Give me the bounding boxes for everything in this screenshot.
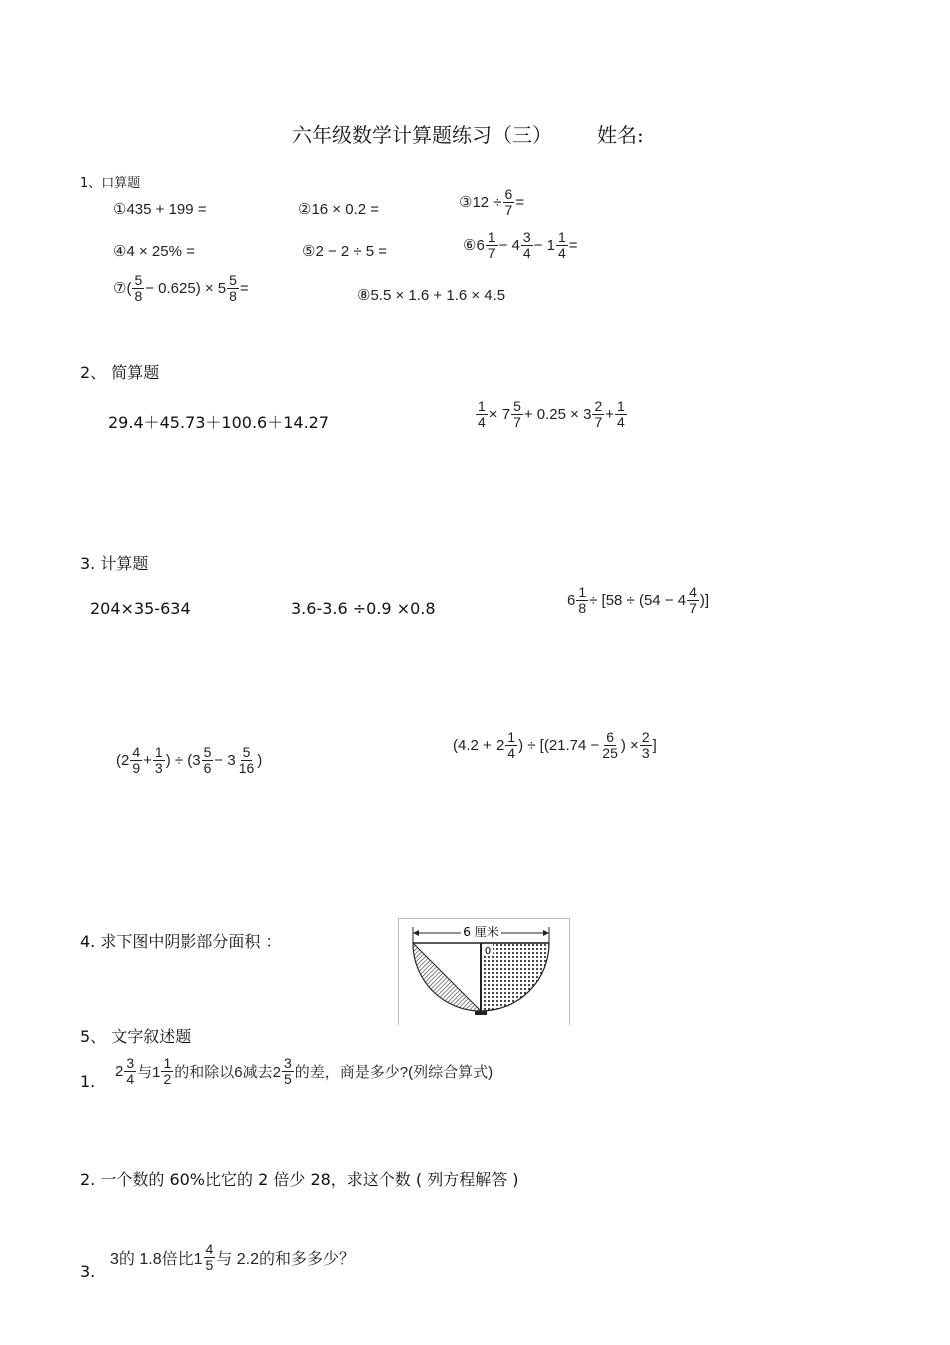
- problem-6: [463, 230, 578, 260]
- denominator: 9: [132, 759, 141, 776]
- q-part: 与1: [137, 1063, 161, 1081]
- problem-1-number: ①: [113, 201, 127, 218]
- denominator: 7: [487, 244, 496, 261]
- origin-label: 0: [484, 946, 492, 957]
- numerator: 1: [617, 398, 625, 414]
- numerator: 6: [504, 186, 513, 202]
- expr-part: (4.2 + 2: [453, 736, 505, 754]
- problem-5-expr: 2 − 2 ÷ 5 =: [315, 242, 388, 260]
- calc-expr-2: 3.6-3.6 ÷0.9 ×0.8: [291, 599, 436, 618]
- problem-4-expr: 4 × 25% =: [126, 242, 195, 260]
- fraction: [511, 399, 523, 429]
- denominator: 25: [602, 744, 618, 761]
- fraction: [227, 273, 239, 303]
- numerator: 1: [478, 398, 486, 414]
- expr-part: +: [605, 405, 614, 423]
- denominator: 7: [513, 413, 521, 430]
- question-1: [115, 1056, 493, 1086]
- denominator: 7: [689, 599, 697, 616]
- fraction: [615, 399, 627, 429]
- problem-7-part: (: [126, 279, 132, 297]
- numerator: 2: [641, 729, 650, 745]
- denominator: 8: [578, 599, 587, 616]
- problem-8-expr: 5.5 × 1.6 + 1.6 × 4.5: [370, 286, 506, 304]
- base-mark: [475, 1011, 487, 1015]
- denominator: 8: [229, 287, 237, 304]
- expr-part: (2: [116, 751, 130, 769]
- calc-expr-1: 204×35-634: [90, 599, 191, 618]
- denominator: 5: [205, 1256, 214, 1273]
- problem-6-part: − 4: [498, 236, 520, 254]
- fraction: [640, 730, 652, 760]
- problem-3-number: ③: [459, 194, 473, 212]
- denominator: 4: [557, 244, 566, 261]
- denominator: 3: [641, 744, 650, 761]
- expr-part: )]: [699, 591, 710, 609]
- fraction: [576, 585, 588, 615]
- fraction: [687, 585, 699, 615]
- expr-part: ]: [652, 736, 657, 754]
- problem-7-part: − 0.625) × 5: [145, 279, 227, 297]
- name-label: 姓名:: [597, 123, 644, 147]
- arrow-right-icon: [543, 930, 549, 936]
- numerator: 3: [283, 1055, 292, 1071]
- problem-6-part: =: [568, 236, 578, 254]
- problem-1-expr: 435 + 199 =: [126, 200, 207, 218]
- problem-8-number: ⑧: [357, 287, 371, 304]
- q-part: 3的 1.8倍比1: [110, 1250, 203, 1268]
- denominator: 3: [154, 759, 163, 776]
- problem-2-number: ②: [298, 201, 312, 218]
- fraction: [505, 730, 517, 760]
- width-label: 6 厘米: [463, 925, 499, 939]
- fraction: [161, 1056, 173, 1086]
- fraction: [153, 745, 165, 775]
- numerator: 3: [126, 1055, 135, 1071]
- problem-7-part: =: [239, 279, 249, 297]
- problem-6-part: 6: [476, 236, 485, 254]
- question-3-number: 3.: [80, 1262, 96, 1281]
- section-2-heading: 2、 简算题: [80, 363, 160, 382]
- numerator: 5: [229, 272, 237, 288]
- problem-2-expr: 16 × 0.2 =: [311, 200, 380, 218]
- numerator: 4: [132, 744, 141, 760]
- numerator: 4: [205, 1241, 214, 1257]
- denominator: 5: [283, 1070, 292, 1087]
- semicircle-diagram: [399, 919, 569, 1025]
- fraction: [486, 230, 498, 260]
- problem-1: [113, 200, 207, 218]
- numerator: 5: [513, 398, 521, 414]
- denominator: 4: [126, 1070, 135, 1087]
- denominator: 16: [238, 759, 255, 776]
- fraction: [204, 1242, 216, 1272]
- expr-part: + 0.25 × 3: [523, 405, 592, 423]
- expr-part: 6: [567, 591, 576, 609]
- denominator: 2: [163, 1070, 172, 1087]
- fraction: [600, 730, 620, 760]
- numerator: 2: [594, 398, 603, 414]
- section-4-heading: 4. 求下图中阴影部分面积 ：: [80, 932, 282, 951]
- problem-3-part: 12 ÷: [472, 193, 502, 211]
- q-part: 的差，商是多少?(列综合算式): [294, 1063, 494, 1081]
- numerator: 1: [487, 229, 496, 245]
- problem-2: [298, 200, 379, 218]
- fraction: [202, 745, 214, 775]
- section-5-heading: 5、 文字叙述题: [80, 1027, 192, 1046]
- expr-part: ÷ [58 ÷ (54 − 4: [589, 591, 687, 609]
- numerator: 1: [507, 729, 516, 745]
- denominator: 6: [203, 759, 212, 776]
- numerator: 5: [242, 744, 251, 760]
- question-3: [110, 1242, 355, 1272]
- numerator: 3: [522, 229, 531, 245]
- fraction: [476, 399, 488, 429]
- question-2: 2. 一个数的 60%比它的 2 倍少 28，求这个数 ( 列方程解答 ): [80, 1170, 519, 1189]
- problem-7-number: ⑦: [113, 280, 127, 298]
- expr-part: ) ÷ [(21.74 −: [518, 736, 600, 754]
- calc-expr-3: [567, 585, 709, 615]
- fraction: [503, 187, 515, 217]
- denominator: 4: [617, 413, 625, 430]
- problem-8: [357, 286, 505, 304]
- simplify-expr-1: 29.4＋45.73＋100.6＋14.27: [108, 413, 330, 432]
- problem-7: [113, 273, 249, 303]
- problem-4: [113, 242, 195, 260]
- question-1-number: 1.: [80, 1072, 96, 1091]
- numerator: 5: [134, 272, 143, 288]
- arrow-left-icon: [413, 930, 419, 936]
- simplify-expr-2: [475, 399, 628, 429]
- problem-5: [302, 242, 387, 260]
- fraction: [237, 745, 257, 775]
- expr-part: ): [257, 751, 263, 769]
- problem-6-part: − 1: [533, 236, 555, 254]
- expr-part: ) ÷ (3: [165, 751, 201, 769]
- fraction: [282, 1056, 294, 1086]
- problem-6-number: ⑥: [463, 237, 477, 255]
- problem-5-number: ⑤: [302, 243, 316, 260]
- denominator: 4: [507, 744, 516, 761]
- q-part: 的和除以6减去2: [174, 1063, 281, 1081]
- denominator: 7: [504, 201, 513, 218]
- q-part: 2: [115, 1062, 124, 1080]
- calc-expr-4: [116, 745, 262, 775]
- fraction: [521, 230, 533, 260]
- fraction: [124, 1056, 136, 1086]
- problem-3: [459, 187, 524, 217]
- denominator: 8: [134, 287, 143, 304]
- section-1-heading: 1、口算题: [80, 176, 141, 191]
- expr-part: +: [143, 751, 152, 769]
- numerator: 1: [163, 1055, 172, 1071]
- numerator: 5: [203, 744, 212, 760]
- calc-expr-5: [453, 730, 657, 760]
- expr-part: × 7: [488, 405, 511, 423]
- semicircle-figure: [398, 918, 570, 1025]
- problem-4-number: ④: [113, 243, 127, 260]
- problem-3-part: =: [515, 193, 525, 211]
- section-3-heading: 3. 计算题: [80, 554, 149, 573]
- expr-part: − 3: [214, 751, 236, 769]
- q-part: 与 2.2的和多多少？: [216, 1250, 355, 1268]
- denominator: 4: [522, 244, 531, 261]
- denominator: 7: [594, 413, 603, 430]
- shaded-left-segment: [413, 943, 481, 1011]
- numerator: 1: [154, 744, 163, 760]
- denominator: 4: [478, 413, 486, 430]
- numerator: 1: [557, 229, 566, 245]
- fraction: [130, 745, 142, 775]
- numerator: 6: [606, 729, 614, 745]
- fraction: [132, 273, 144, 303]
- page-title: 六年级数学计算题练习（三）: [292, 123, 552, 147]
- numerator: 4: [689, 584, 697, 600]
- fraction: [592, 399, 604, 429]
- fraction: [556, 230, 568, 260]
- expr-part: ) ×: [620, 736, 639, 754]
- numerator: 1: [578, 584, 587, 600]
